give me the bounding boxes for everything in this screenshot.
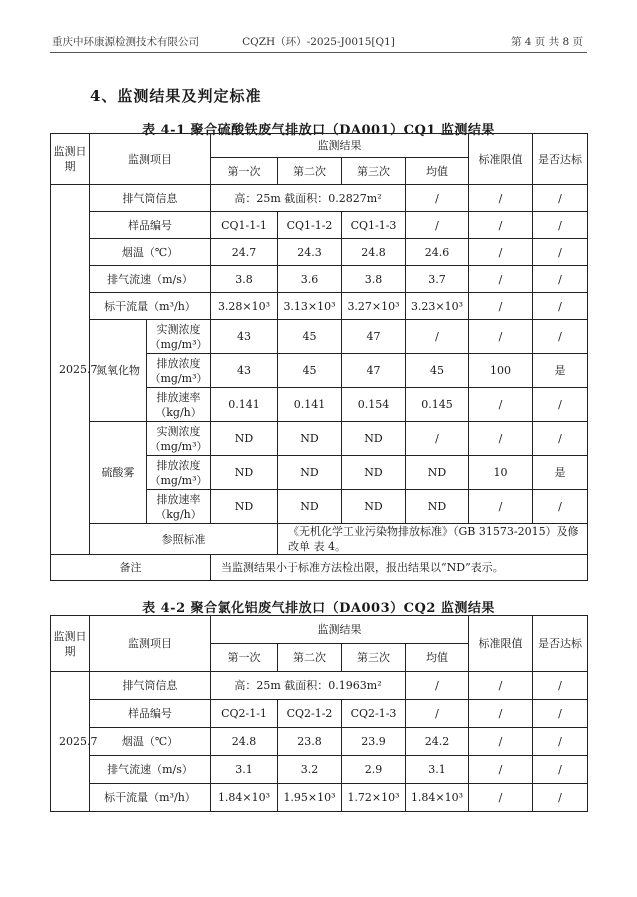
table-row — [51, 293, 588, 320]
cell-limit: / — [469, 293, 533, 320]
row-label: 烟温（℃） — [90, 728, 211, 756]
header-divider — [50, 52, 587, 53]
cell-r2: 45 — [278, 354, 342, 388]
sub-label: 实测浓度（mg/m³） — [147, 320, 211, 354]
header-pass: 是否达标 — [533, 616, 588, 672]
reference-label: 参照标准 — [90, 524, 278, 555]
stack-info: 高：25m 截面积：0.1963m² — [211, 672, 406, 700]
cell-avg: / — [406, 700, 469, 728]
stack-limit: / — [469, 185, 533, 212]
cell-pass: / — [533, 700, 588, 728]
table1-results — [50, 133, 588, 581]
cell-r1: CQ2-1-1 — [211, 700, 278, 728]
cell-r3: CQ2-1-3 — [342, 700, 406, 728]
row-label: 标干流量（m³/h） — [90, 784, 211, 812]
row-label: 标干流量（m³/h） — [90, 293, 211, 320]
pollutant-sulfuric-acid: 硫酸雾 — [90, 422, 147, 524]
cell-limit: / — [469, 212, 533, 239]
header-avg: 均值 — [406, 644, 469, 672]
cell-pass: / — [533, 320, 588, 354]
cell-pass: / — [533, 422, 588, 456]
cell-avg: / — [406, 320, 469, 354]
row-label: 烟温（℃） — [90, 239, 211, 266]
stack-info: 高：25m 截面积：0.2827m² — [211, 185, 406, 212]
cell-pass: / — [533, 239, 588, 266]
cell-r3: 3.8 — [342, 266, 406, 293]
cell-limit: 100 — [469, 354, 533, 388]
table2-results — [50, 615, 588, 812]
stack-label: 排气筒信息 — [90, 185, 211, 212]
cell-pass: / — [533, 212, 588, 239]
row-label: 排气流速（m/s） — [90, 266, 211, 293]
cell-limit: / — [469, 388, 533, 422]
page-header — [50, 34, 587, 50]
cell-r3: CQ1-1-3 — [342, 212, 406, 239]
row-label: 样品编号 — [90, 700, 211, 728]
cell-r2: 0.141 — [278, 388, 342, 422]
cell-pass: / — [533, 293, 588, 320]
cell-r2: 3.6 — [278, 266, 342, 293]
header-run1: 第一次 — [211, 158, 278, 185]
note-label: 备注 — [51, 555, 211, 581]
cell-r1: 3.8 — [211, 266, 278, 293]
cell-avg: / — [406, 212, 469, 239]
report-number: CQZH（环）-2025-J0015[Q1] — [242, 36, 395, 48]
stack-pass: / — [533, 185, 588, 212]
stack-avg: / — [406, 185, 469, 212]
page-number: 第 4 页 共 8 页 — [510, 36, 583, 48]
sub-label: 实测浓度（mg/m³） — [147, 422, 211, 456]
cell-r1: CQ1-1-1 — [211, 212, 278, 239]
cell-r2: 1.95×10³ — [278, 784, 342, 812]
cell-avg: 3.23×10³ — [406, 293, 469, 320]
table-row — [51, 239, 588, 266]
row-label: 排气流速（m/s） — [90, 756, 211, 784]
section-title: 4、监测结果及判定标准 — [90, 87, 262, 105]
cell-limit: / — [469, 784, 533, 812]
cell-limit: / — [469, 756, 533, 784]
sub-label: 排放浓度（mg/m³） — [147, 354, 211, 388]
cell-r3: 24.8 — [342, 239, 406, 266]
sub-label: 排放浓度（mg/m³） — [147, 456, 211, 490]
table-row — [51, 784, 588, 812]
table-row — [51, 266, 588, 293]
cell-r2: 24.3 — [278, 239, 342, 266]
header-results: 监测结果 — [211, 134, 469, 158]
cell-avg: 3.7 — [406, 266, 469, 293]
header-limit: 标准限值 — [469, 616, 533, 672]
cell-r1: 0.141 — [211, 388, 278, 422]
cell-limit: 10 — [469, 456, 533, 490]
header-limit: 标准限值 — [469, 134, 533, 185]
cell-r1: 3.1 — [211, 756, 278, 784]
cell-avg: 45 — [406, 354, 469, 388]
cell-r3: ND — [342, 456, 406, 490]
cell-r1: ND — [211, 456, 278, 490]
sample-date: 2025.7 — [51, 185, 90, 555]
table-row — [51, 422, 588, 456]
cell-limit: / — [469, 700, 533, 728]
row-label: 样品编号 — [90, 212, 211, 239]
table-row — [51, 700, 588, 728]
cell-limit: / — [469, 422, 533, 456]
cell-r1: 1.84×10³ — [211, 784, 278, 812]
cell-avg: 1.84×10³ — [406, 784, 469, 812]
sub-label: 排放速率（kg/h） — [147, 388, 211, 422]
cell-r1: 24.7 — [211, 239, 278, 266]
cell-limit: / — [469, 266, 533, 293]
cell-r2: ND — [278, 456, 342, 490]
header-run3: 第三次 — [342, 158, 406, 185]
header-run3: 第三次 — [342, 644, 406, 672]
cell-pass: / — [533, 784, 588, 812]
header-date: 监测日期 — [51, 134, 90, 185]
cell-r2: 23.8 — [278, 728, 342, 756]
header-run1: 第一次 — [211, 644, 278, 672]
cell-limit: / — [469, 728, 533, 756]
cell-r1: ND — [211, 490, 278, 524]
cell-r2: 45 — [278, 320, 342, 354]
cell-r1: 43 — [211, 320, 278, 354]
cell-limit: / — [469, 320, 533, 354]
header-run2: 第二次 — [278, 644, 342, 672]
cell-r1: 3.28×10³ — [211, 293, 278, 320]
table-row — [51, 212, 588, 239]
cell-pass: / — [533, 490, 588, 524]
cell-r1: 43 — [211, 354, 278, 388]
cell-r1: ND — [211, 422, 278, 456]
header-run2: 第二次 — [278, 158, 342, 185]
sample-date: 2025.7 — [51, 672, 90, 812]
company-name: 重庆中环康源检测技术有限公司 — [52, 36, 199, 48]
cell-avg: 3.1 — [406, 756, 469, 784]
cell-pass: / — [533, 728, 588, 756]
header-results: 监测结果 — [211, 616, 469, 644]
cell-pass: 是 — [533, 456, 588, 490]
cell-r1: 24.8 — [211, 728, 278, 756]
cell-r3: 47 — [342, 320, 406, 354]
cell-r3: 0.154 — [342, 388, 406, 422]
cell-limit: / — [469, 239, 533, 266]
stack-pass: / — [533, 672, 588, 700]
cell-avg: 0.145 — [406, 388, 469, 422]
cell-r3: ND — [342, 490, 406, 524]
table-row — [51, 320, 588, 354]
cell-avg: ND — [406, 490, 469, 524]
cell-avg: 24.2 — [406, 728, 469, 756]
cell-r2: ND — [278, 422, 342, 456]
table2-caption: 表 4-2 聚合氯化铝废气排放口（DA003）CQ2 监测结果 — [142, 601, 495, 616]
cell-avg: / — [406, 422, 469, 456]
table-row — [51, 728, 588, 756]
cell-r3: 1.72×10³ — [342, 784, 406, 812]
cell-r2: ND — [278, 490, 342, 524]
note-text: 当监测结果小于标准方法检出限，报出结果以“ND”表示。 — [211, 555, 588, 581]
cell-r3: 2.9 — [342, 756, 406, 784]
table1-caption: 表 4-1 聚合硫酸铁废气排放口（DA001）CQ1 监测结果 — [142, 123, 495, 138]
header-pass: 是否达标 — [533, 134, 588, 185]
cell-r3: 3.27×10³ — [342, 293, 406, 320]
table-row — [51, 756, 588, 784]
cell-r2: CQ1-1-2 — [278, 212, 342, 239]
pollutant-nox: 氮氧化物 — [90, 320, 147, 422]
reference-text: 《无机化学工业污染物排放标准》（GB 31573-2015）及修改单 表 4。 — [278, 524, 588, 555]
cell-pass: / — [533, 388, 588, 422]
header-item: 监测项目 — [90, 134, 211, 185]
cell-r3: ND — [342, 422, 406, 456]
cell-pass: 是 — [533, 354, 588, 388]
cell-r3: 47 — [342, 354, 406, 388]
stack-label: 排气筒信息 — [90, 672, 211, 700]
cell-limit: / — [469, 490, 533, 524]
cell-pass: / — [533, 266, 588, 293]
cell-r3: 23.9 — [342, 728, 406, 756]
cell-avg: ND — [406, 456, 469, 490]
stack-avg: / — [406, 672, 469, 700]
stack-limit: / — [469, 672, 533, 700]
sub-label: 排放速率（kg/h） — [147, 490, 211, 524]
cell-pass: / — [533, 756, 588, 784]
header-item: 监测项目 — [90, 616, 211, 672]
header-date: 监测日期 — [51, 616, 90, 672]
cell-r2: 3.2 — [278, 756, 342, 784]
cell-avg: 24.6 — [406, 239, 469, 266]
header-avg: 均值 — [406, 158, 469, 185]
cell-r2: 3.13×10³ — [278, 293, 342, 320]
cell-r2: CQ2-1-2 — [278, 700, 342, 728]
